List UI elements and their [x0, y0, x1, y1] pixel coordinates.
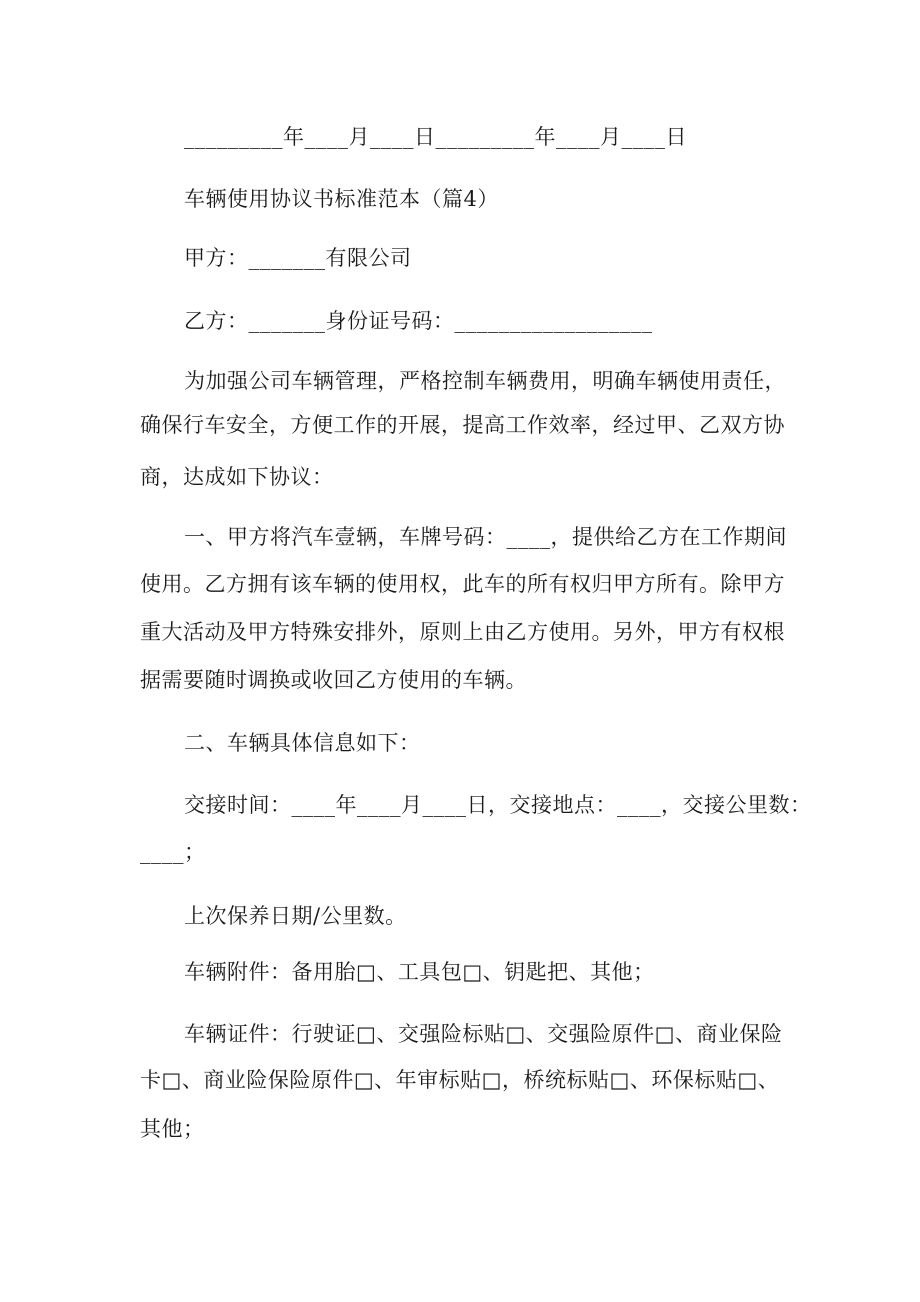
- preamble-line-2: 确保行车安全，方便工作的开展，提高工作效率，经过甲、乙双方协: [140, 413, 785, 437]
- clause-2-heading: 二、车辆具体信息如下：: [184, 731, 421, 755]
- party-a-line: 甲方：_______有限公司: [184, 246, 412, 270]
- preamble-line-1: 为加强公司车辆管理，严格控制车辆费用，明确车辆使用责任，: [184, 369, 786, 393]
- clause-1-line-1: 一、甲方将汽车壹辆，车牌号码：____，提供给乙方在工作期间: [184, 525, 787, 549]
- signature-date-line: _________年____月____日_________年____月____日: [184, 125, 687, 149]
- handover-line-1: 交接时间：____年____月____日，交接地点：____，交接公里数：: [184, 793, 812, 817]
- party-b-line: 乙方：_______身份证号码：__________________: [184, 309, 653, 333]
- documents-line-1: 车辆证件：行驶证□、交强险标贴□、交强险原件□、商业保险: [184, 1022, 783, 1046]
- handover-line-2: ____；: [140, 840, 206, 864]
- accessories-line: 车辆附件：备用胎□、工具包□、钥匙把、其他；: [184, 960, 655, 984]
- preamble-line-3: 商，达成如下协议：: [140, 465, 334, 489]
- clause-1-line-2: 使用。乙方拥有该车辆的使用权，此车的所有权归甲方所有。除甲方: [140, 572, 785, 596]
- section-title: 车辆使用协议书标准范本（篇4）: [184, 187, 499, 211]
- documents-line-2: 卡□、商业险保险原件□、年审标贴□，桥统标贴□、环保标贴□、: [140, 1068, 780, 1092]
- clause-1-line-4: 据需要随时调换或收回乙方使用的车辆。: [140, 668, 527, 692]
- maintenance-line: 上次保养日期/公里数。: [184, 904, 407, 928]
- documents-line-3: 其他；: [140, 1117, 205, 1141]
- clause-1-line-3: 重大活动及甲方特殊安排外，原则上由乙方使用。另外，甲方有权根: [140, 620, 785, 644]
